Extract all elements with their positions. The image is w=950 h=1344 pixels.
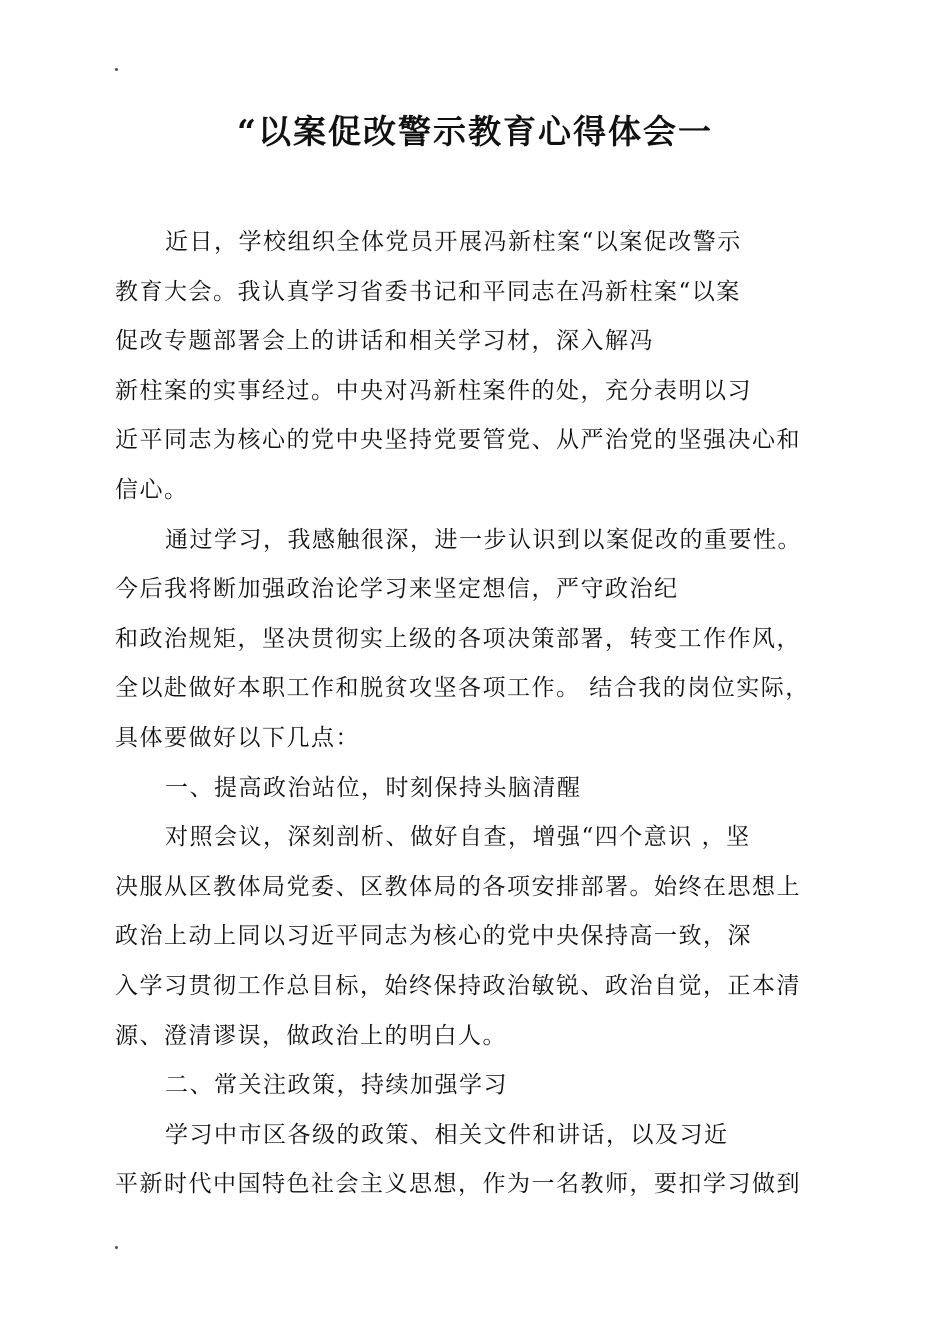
text-line: 对照会议，深刻剖析、做好自查，增强“四个意识 ，坚 <box>165 824 751 851</box>
corner-mark-bottom <box>115 1246 118 1249</box>
text-line: 近平同志为核心的党中央坚持党要管党、从严治党的坚强决心和 <box>115 427 801 454</box>
text-line: 和政治规矩，坚决贯彻实上级的各项决策部署，转变工作作风， <box>115 625 801 652</box>
corner-mark-top <box>115 68 118 71</box>
text-line: 学习中市区各级的政策、相关文件和讲话，以及习近 <box>165 1121 729 1148</box>
text-line: 平新时代中国特色社会主义思想，作为一名教师，要扣学习做到 <box>115 1171 801 1198</box>
text-line: 具体要做好以下几点： <box>115 724 360 751</box>
document-title: “以案促改警示教育心得体会一 <box>237 112 713 151</box>
text-line: 教育大会。我认真学习省委书记和平同志在冯新柱案“以案 <box>115 278 741 305</box>
text-line: 信心。 <box>115 476 189 503</box>
document-body <box>115 218 845 1210</box>
text-line: 二、常关注政策，持续加强学习 <box>165 1072 508 1099</box>
text-line: 通过学习，我感触很深，进一步认识到以案促改的重要性。 <box>165 526 802 553</box>
text-line: 一、提高政治站位，时刻保持头脑清醒 <box>165 774 582 801</box>
text-line: 入学习贯彻工作总目标，始终保持政治敏锐、政治自觉，正本清 <box>115 972 801 999</box>
text-line: 全以赴做好本职工作和脱贫攻坚各项工作。 结合我的岗位实际， <box>115 675 810 702</box>
text-line: 源、澄清谬误，做政治上的明白人。 <box>115 1022 507 1049</box>
text-line: 今后我将断加强政治论学习来坚定想信，严守政治纪 <box>115 576 679 603</box>
text-line: 近日，学校组织全体党员开展冯新柱案“以案促改警示 <box>165 229 742 255</box>
text-line: 新柱案的实事经过。中央对冯新柱案件的处，充分表明以习 <box>115 377 752 404</box>
text-line: 促改专题部署会上的讲话和相关学习材，深入解冯 <box>115 328 654 355</box>
text-line: 政治上动上同以习近平同志为核心的党中央保持高一致，深 <box>115 923 752 950</box>
text-line: 决服从区教体局党委、区教体局的各项安排部署。始终在思想上 <box>115 873 801 900</box>
